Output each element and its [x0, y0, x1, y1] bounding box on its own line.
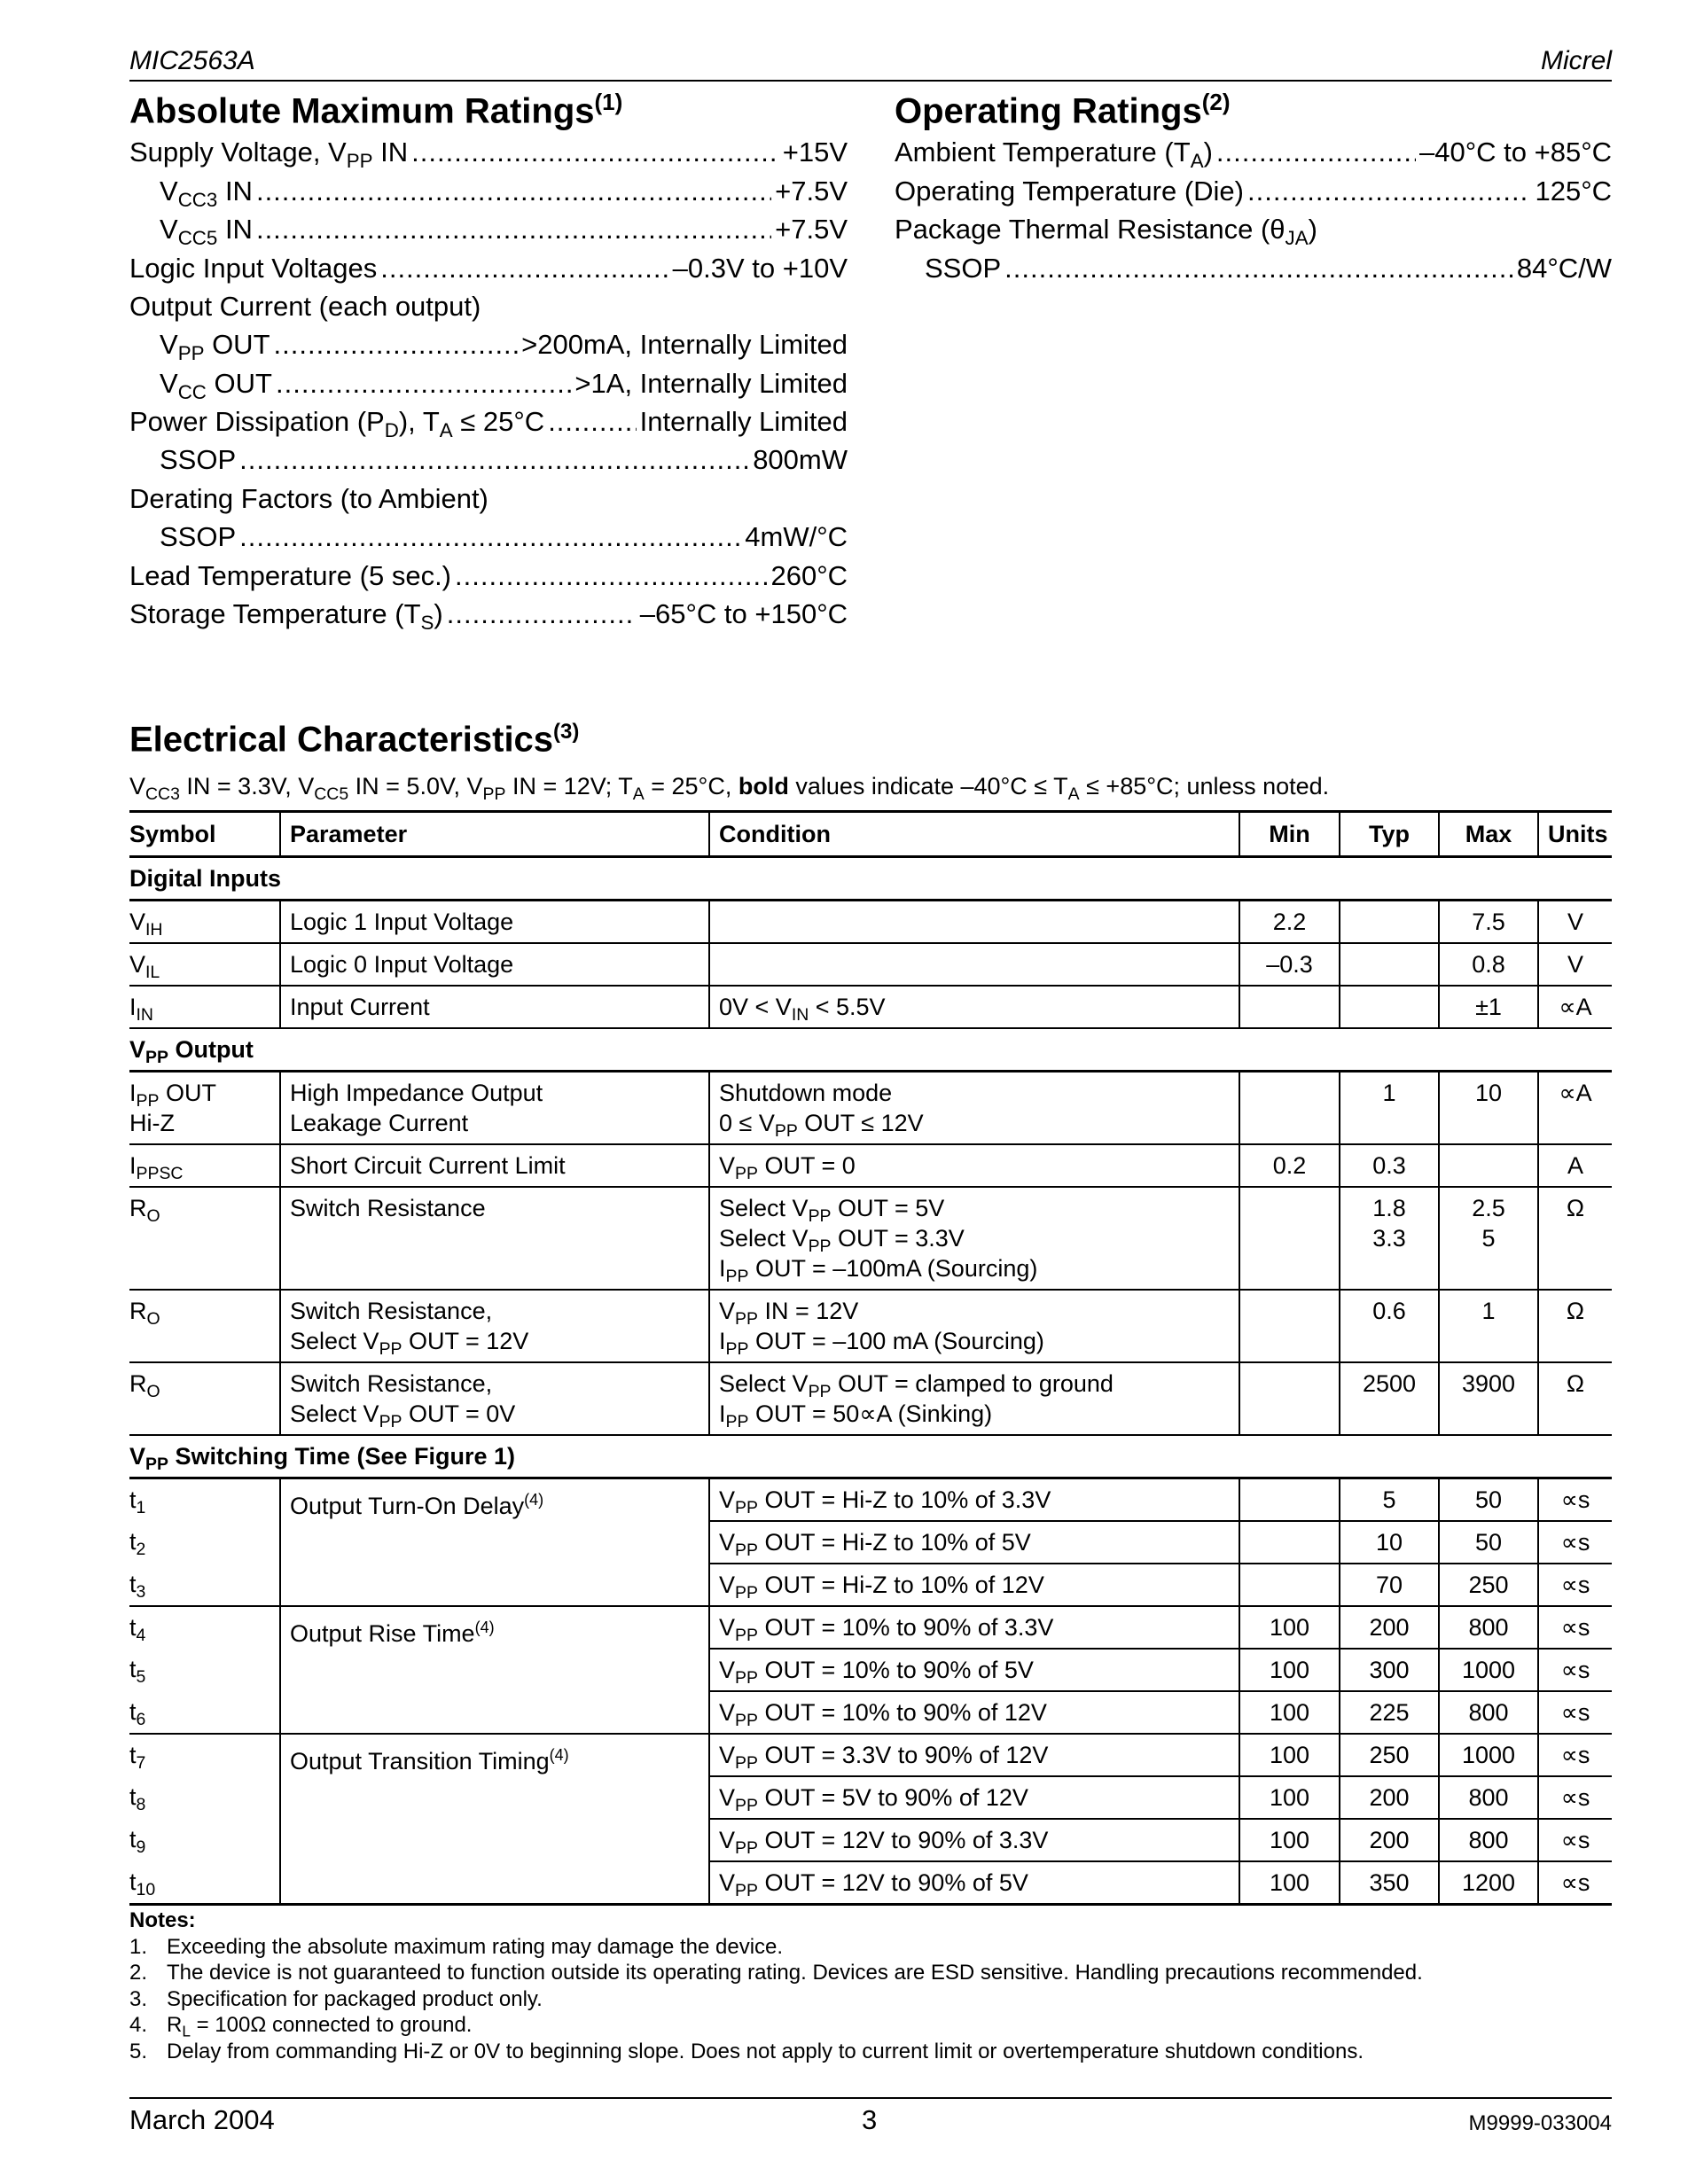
timing-max: 1000 — [1439, 1649, 1538, 1691]
timing-parameter: Output Rise Time$^{(4)}$ — [280, 1606, 709, 1734]
rating-value: +7.5V — [775, 214, 848, 246]
dot-leader — [256, 176, 771, 207]
rating-row — [129, 136, 848, 175]
timing-typ: 350 — [1340, 1861, 1439, 1905]
timing-typ: 300 — [1340, 1649, 1439, 1691]
dot-leader — [256, 214, 771, 246]
timing-max: 1000 — [1439, 1734, 1538, 1776]
dot-leader — [1247, 176, 1531, 207]
timing-typ: 10 — [1340, 1521, 1439, 1564]
rating-row — [895, 214, 1612, 252]
timing-min: 100 — [1239, 1861, 1340, 1905]
timing-symbol: $t_{10}$ — [129, 1868, 156, 1900]
timing-units: ∝s — [1538, 1649, 1612, 1691]
timing-symbol: $t_3$ — [129, 1571, 146, 1603]
timing-min — [1239, 1478, 1340, 1522]
col-typ: Typ — [1340, 812, 1439, 857]
ec-conditions: $V_{CC3}$ IN = 3.3V, $V_{CC5}$ IN = 5.0V, $V_{PP}$ IN = 12V; $T_A = 25^\circ C$, bold values indicate $-40^\circ C \le T_A \le +85^\circ C$; unless noted. — [129, 773, 1330, 805]
table-row: $V_{IL}$ Logic 0 Input Voltage –0.3 0.8 V — [129, 943, 1612, 986]
dot-leader — [239, 521, 741, 553]
timing-units: ∝s — [1538, 1521, 1612, 1564]
rating-label: Operating Temperature (Die) — [895, 175, 1244, 207]
col-symbol: Symbol — [129, 820, 216, 847]
note-item: 5. Delay from commanding Hi-Z or 0V to beginning slope. Does not apply to current limit or overtemperature shutdown conditions. — [129, 2039, 1364, 2063]
rating-value: 260°C — [770, 559, 848, 591]
timing-units: ∝s — [1538, 1564, 1612, 1606]
timing-max: 50 — [1439, 1478, 1538, 1522]
timing-min: 100 — [1239, 1734, 1340, 1776]
rating-label: Lead Temperature (5 sec.) — [129, 559, 452, 591]
timing-max: 800 — [1439, 1691, 1538, 1734]
rating-label: Ambient Temperature $(T_A)$ — [895, 136, 1213, 173]
rating-value: 125°C — [1535, 175, 1612, 207]
header-part-number: MIC2563A — [129, 46, 255, 75]
rating-row — [129, 560, 848, 598]
rating-value: 84°C/W — [1516, 252, 1612, 284]
timing-symbol: $t_7$ — [129, 1742, 146, 1774]
page-number: 3 — [862, 2104, 878, 2135]
notes-heading: Notes: — [129, 1908, 196, 1932]
rating-label: Supply Voltage, $V_{PP}$ IN — [129, 136, 409, 173]
timing-condition: $V_{PP}$ OUT = 3.3V to 90% of 12V — [709, 1734, 1239, 1776]
note-item: 3. Specification for packaged product only. — [129, 1986, 543, 2011]
timing-max: 800 — [1439, 1606, 1538, 1649]
footer-rule — [129, 2097, 1612, 2099]
rating-label: SSOP — [160, 444, 237, 476]
timing-min: 100 — [1239, 1649, 1340, 1691]
table-row: $V_{IH}$ Logic 1 Input Voltage 2.2 7.5 V — [129, 901, 1612, 944]
rating-label: SSOP — [925, 252, 1002, 284]
ec-table — [129, 810, 1612, 1906]
rating-row — [895, 176, 1612, 214]
timing-units: ∝s — [1538, 1734, 1612, 1776]
timing-parameter: Output Turn-On Delay$^{(4)}$ — [280, 1478, 709, 1607]
rating-label: $V_{CC3}$ IN — [160, 175, 253, 211]
rating-label: SSOP — [160, 521, 237, 553]
rating-label: $V_{CC5}$ IN — [160, 214, 253, 250]
timing-condition: $V_{PP}$ OUT = Hi-Z to 10% of 3.3V — [709, 1478, 1239, 1522]
timing-min: 100 — [1239, 1691, 1340, 1734]
timing-condition: $V_{PP}$ OUT = 12V to 90% of 5V — [709, 1861, 1239, 1905]
section-digital-inputs: Digital Inputs — [129, 857, 1612, 901]
abs-max-section — [129, 89, 848, 636]
rating-row — [129, 214, 848, 252]
timing-condition: $V_{PP}$ OUT = 12V to 90% of 3.3V — [709, 1819, 1239, 1861]
timing-condition: $V_{PP}$ OUT = 10% to 90% of 5V — [709, 1649, 1239, 1691]
rating-label: Power Dissipation $(P_D)$, $T_A \le 25^\circ C$ — [129, 406, 545, 442]
op-ratings-list — [895, 136, 1612, 291]
col-units: Units — [1538, 812, 1612, 857]
dot-leader — [447, 598, 637, 630]
table-row: $I_{PP}$ OUT Hi-Z High Impedance Output Leakage Current Shutdown mode $0 \le V_{PP}$ OUT ≤ 12V 1 10 ∝A — [129, 1072, 1612, 1145]
dot-leader — [411, 136, 779, 168]
rating-row — [129, 483, 848, 521]
rating-value: 4mW/°C — [745, 521, 848, 553]
rating-row — [129, 176, 848, 214]
rating-label: $V_{CC}$ OUT — [160, 367, 272, 403]
footer-date: March 2004 — [129, 2104, 275, 2135]
rating-value: –40°C to +85°C — [1419, 136, 1612, 168]
rating-row — [895, 136, 1612, 175]
timing-typ: 225 — [1340, 1691, 1439, 1734]
table-row: $I_{PPSC}$ Short Circuit Current Limit $V_{PP}$ OUT = 0 0.2 0.3 A — [129, 1144, 1612, 1187]
dot-leader — [276, 368, 571, 400]
timing-typ: 250 — [1340, 1734, 1439, 1776]
table-row: $I_{IN}$ Input Current $0V < V_{IN} < 5.5V$ ±1 ∝A — [129, 986, 1612, 1028]
rating-value: >1A, Internally Limited — [574, 367, 848, 399]
rating-label: Derating Factors (to Ambient) — [129, 482, 488, 514]
table-row — [129, 1734, 1612, 1776]
header-rule — [129, 80, 1612, 82]
timing-symbol: $t_6$ — [129, 1698, 146, 1730]
dot-leader — [1216, 136, 1416, 168]
timing-symbol: $t_1$ — [129, 1486, 146, 1518]
rating-row — [129, 253, 848, 291]
rating-value: Internally Limited — [639, 406, 848, 438]
rating-value: 800mW — [753, 444, 848, 476]
rating-label: Logic Input Voltages — [129, 252, 378, 284]
timing-units: ∝s — [1538, 1861, 1612, 1905]
timing-typ: 5 — [1340, 1478, 1439, 1522]
timing-min: 100 — [1239, 1819, 1340, 1861]
col-condition: Condition — [709, 812, 1239, 857]
timing-symbol: $t_2$ — [129, 1528, 146, 1560]
timing-units: ∝s — [1538, 1606, 1612, 1649]
dot-leader — [1004, 253, 1513, 285]
col-max: Max — [1439, 812, 1538, 857]
timing-symbol: $t_5$ — [129, 1656, 146, 1688]
timing-rows — [129, 1478, 1612, 1905]
notes — [129, 1907, 1423, 2064]
timing-symbol: $t_8$ — [129, 1783, 146, 1815]
timing-max: 50 — [1439, 1521, 1538, 1564]
note-item: 2. The device is not guaranteed to function outside its operating rating. Devices are ESD sensitive. Handling precautions recommended. — [129, 1961, 1423, 1985]
note-item: 1. Exceeding the absolute maximum rating may damage the device. — [129, 1934, 784, 1959]
rating-row — [129, 291, 848, 329]
rating-label: Output Current (each output) — [129, 290, 481, 322]
rating-row — [129, 329, 848, 367]
op-ratings-title: Operating Ratings$^{(2)}$ — [895, 89, 1231, 131]
abs-max-title: Absolute Maximum Ratings$^{(1)}$ — [129, 89, 623, 131]
dot-leader — [455, 560, 767, 592]
timing-condition: $V_{PP}$ OUT = Hi-Z to 10% of 5V — [709, 1521, 1239, 1564]
timing-condition: $V_{PP}$ OUT = 5V to 90% of 12V — [709, 1776, 1239, 1819]
col-min: Min — [1239, 812, 1340, 857]
timing-max: 1200 — [1439, 1861, 1538, 1905]
timing-units: ∝s — [1538, 1691, 1612, 1734]
table-row: $R_O$ Switch Resistance Select $V_{PP}$ OUT = 5V Select $V_{PP}$ OUT = 3.3V $I_{PP}$ OUT = –100mA (Sourcing) 1.8 3.3 2.5 5 Ω — [129, 1187, 1612, 1290]
table-row: $R_O$ Switch Resistance, Select $V_{PP}$ OUT = 0V Select $V_{PP}$ OUT = clamped to ground $I_{PP}$ OUT = 50∝A (Sinking) 2500 3900 Ω — [129, 1362, 1612, 1435]
timing-min — [1239, 1521, 1340, 1564]
table-row — [129, 1606, 1612, 1649]
rating-label: Package Thermal Resistance $(\theta_{JA})$ — [895, 214, 1317, 250]
rating-value: +7.5V — [775, 175, 848, 207]
timing-condition: $V_{PP}$ OUT = 10% to 90% of 3.3V — [709, 1606, 1239, 1649]
timing-max: 800 — [1439, 1819, 1538, 1861]
rating-value: –65°C to +150°C — [639, 598, 848, 630]
footer-doc-number: M9999-033004 — [1468, 2111, 1612, 2135]
op-ratings-section — [895, 89, 1612, 291]
timing-max: 800 — [1439, 1776, 1538, 1819]
header-company: Micrel — [1541, 46, 1612, 75]
table-row — [129, 1478, 1612, 1522]
timing-typ: 200 — [1340, 1606, 1439, 1649]
rating-row — [129, 521, 848, 559]
rating-value: –0.3V to +10V — [672, 252, 848, 284]
col-parameter: Parameter — [280, 812, 709, 857]
timing-min: 100 — [1239, 1606, 1340, 1649]
timing-symbol: $t_4$ — [129, 1614, 146, 1646]
timing-max: 250 — [1439, 1564, 1538, 1606]
dot-leader — [380, 253, 668, 285]
rating-label: Storage Temperature $(T_S)$ — [129, 598, 443, 635]
rating-value: +15V — [782, 136, 848, 168]
ec-header-row — [129, 812, 1612, 857]
section-vpp-output: $V_{PP}$ Output — [129, 1028, 1612, 1072]
table-row: $R_O$ Switch Resistance, Select $V_{PP}$ OUT = 12V $V_{PP}$ IN = 12V $I_{PP}$ OUT = –100 mA (Sourcing) 0.6 1 Ω — [129, 1290, 1612, 1362]
timing-typ: 200 — [1340, 1776, 1439, 1819]
rating-row — [895, 253, 1612, 291]
timing-symbol: $t_9$ — [129, 1826, 146, 1858]
timing-min — [1239, 1564, 1340, 1606]
timing-units: ∝s — [1538, 1776, 1612, 1819]
rating-label: $V_{PP}$ OUT — [160, 329, 270, 365]
dot-leader — [239, 444, 749, 476]
rating-row — [129, 598, 848, 636]
timing-typ: 70 — [1340, 1564, 1439, 1606]
timing-units: ∝s — [1538, 1478, 1612, 1522]
timing-condition: $V_{PP}$ OUT = 10% to 90% of 12V — [709, 1691, 1239, 1734]
dot-leader — [274, 329, 519, 361]
timing-typ: 200 — [1340, 1819, 1439, 1861]
rating-row — [129, 368, 848, 406]
abs-max-list — [129, 136, 848, 636]
timing-condition: $V_{PP}$ OUT = Hi-Z to 10% of 12V — [709, 1564, 1239, 1606]
ec-title: Electrical Characteristics$^{(3)}$ — [129, 720, 580, 760]
section-vpp-switching-time: $V_{PP}$ Switching Time (See Figure 1) — [129, 1435, 1612, 1478]
note-item: 4. $R_L = 100\Omega$ connected to ground. — [129, 2013, 473, 2040]
rating-row — [129, 406, 848, 444]
timing-parameter: Output Transition Timing$^{(4)}$ — [280, 1734, 709, 1905]
timing-units: ∝s — [1538, 1819, 1612, 1861]
timing-min: 100 — [1239, 1776, 1340, 1819]
rating-row — [129, 444, 848, 482]
dot-leader — [548, 406, 636, 438]
rating-value: >200mA, Internally Limited — [521, 329, 848, 361]
